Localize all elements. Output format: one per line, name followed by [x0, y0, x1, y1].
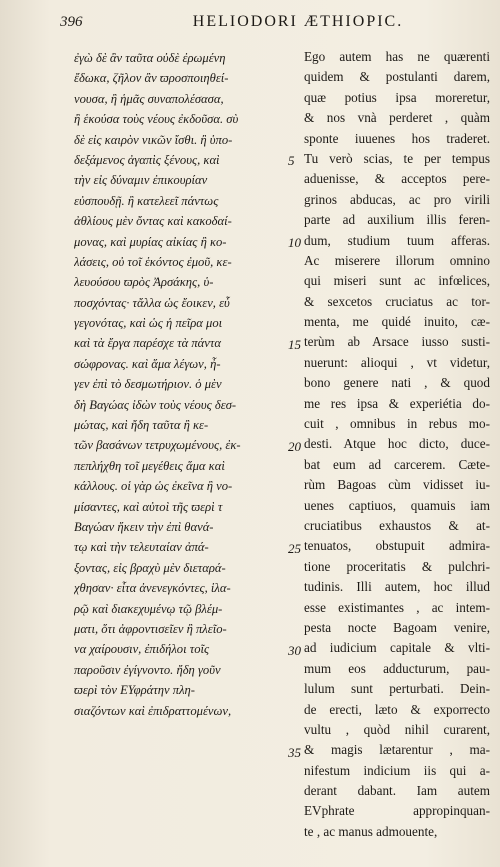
- greek-text-line: να χαίρουσιν, ἐπιδήλοι τοῖς: [74, 642, 210, 657]
- latin-text-line: cruciatibus exhaustos & at-: [304, 517, 490, 533]
- greek-text-line: ἢ ἑκούσα τοὺς νέους ἐκδοῦσα. σὺ: [74, 112, 239, 127]
- greek-text-line: δὲ εἰς καιρὸν νικῶν ἴσθι. ἢ ὑπο-: [74, 132, 233, 147]
- latin-text-line: mum eos adducturum, pau-: [304, 660, 490, 676]
- margin-line-number: 30: [288, 642, 301, 658]
- greek-text-line: ρῷ καὶ διακεχυμένῳ τῷ βλέμ-: [74, 601, 223, 616]
- greek-text-line: λευούσου ϖρὸς Ἀρσάκης, ὑ-: [74, 275, 214, 290]
- latin-text-line: menta, me quidé inuito, cæ-: [304, 314, 490, 330]
- latin-text-line: pesta nocte Bagoam venire,: [304, 619, 490, 635]
- greek-text-line: δεξάμενος ἀγαπὶς ξένους, καὶ: [74, 152, 220, 167]
- greek-text-line: εὐσπουδῇ. ἢ κατελεεῖ πάντως: [74, 193, 219, 208]
- margin-line-number: 25: [288, 540, 301, 556]
- latin-text-line: EVphrate appropinquan-: [304, 803, 490, 819]
- greek-text-line: μίσαντες, καὶ αὐτοὶ τῆς ϖερὶ τ: [74, 499, 223, 514]
- greek-text-line: ἐγὼ δὲ ἂν ταῦτα οὐδὲ ἐρωμένη: [74, 51, 226, 65]
- latin-text-line: de erecti, læto & exporrecto: [304, 701, 490, 717]
- latin-text-line: bat eum ad carcerem. Cæte-: [304, 456, 490, 472]
- greek-text-line: χθησαν· εἶτα ἀνενεγκόντες, ἱλα-: [74, 581, 231, 596]
- greek-text-line: ξοντας, εἰς βραχὺ μὲν διεταρά-: [74, 560, 226, 575]
- latin-text-line: Ego autem has ne quærenti: [304, 49, 490, 64]
- latin-text-line: te , ac manus admouente,: [304, 823, 438, 839]
- greek-text-line: καὶ τὰ ἔργα παρέσχε τὰ πάντα: [74, 336, 221, 351]
- latin-text-line: terùm ab Arsace iusso susti-: [304, 334, 490, 350]
- latin-text-line: & magis lætarentur , ma-: [304, 742, 490, 758]
- latin-text-line: Tu verò scias, te per tempus: [304, 150, 490, 166]
- greek-text-line: μονας, καὶ μυρίας αἰκίας ἢ κο-: [74, 234, 227, 249]
- latin-text-line: esse existimantes , ac intem-: [304, 599, 490, 615]
- greek-text-line: τὴν εἰς δύναμιν ἐπικουρίαν: [74, 173, 208, 188]
- greek-text-line: ἔδωκα, ζῆλον ἂν ϖροσποιηθεί-: [74, 71, 229, 86]
- greek-text-line: ἀθλίους μὲν ὄντας καὶ κακοδαί-: [74, 214, 232, 229]
- latin-text-line: parte ad auxilium illis feren-: [304, 212, 490, 228]
- margin-line-number: 35: [288, 744, 301, 760]
- latin-text-line: me res ipsa & experiétia do-: [304, 395, 490, 411]
- latin-text-line: & nos vnà perderet , quàm: [304, 110, 490, 126]
- latin-text-line: tudinis. Illi autem, hoc illud: [304, 579, 490, 595]
- greek-text-line: ϖερὶ τὸν ΕΥφράτην πλη-: [74, 683, 195, 698]
- greek-text-line: ματι, ὅτι ἀφροντισεῖεν ἢ πλεῖο-: [74, 621, 227, 636]
- greek-text-line: τῳ καὶ τὴν τελευταίαν ἀπά-: [74, 540, 209, 555]
- greek-text-line: Βαγώαν ἥκειν τὴν ἐπὶ θανά-: [74, 519, 214, 534]
- latin-text-line: tenuatos, obstupuit admira-: [304, 538, 490, 554]
- greek-text-line: σώφρονας. καὶ ἅμα λέγων, ἦ-: [74, 356, 221, 371]
- latin-text-line: sponte iuuenes hos traderet.: [304, 130, 490, 146]
- greek-text-line: σιαζόντων καὶ ἐπιδραττομένων,: [74, 703, 232, 718]
- latin-text-line: derant dabant. Iam autem: [304, 783, 490, 799]
- greek-text-line: κάλλους. οἱ γὰρ ὡς ἐκεῖνα ἢ νο-: [74, 479, 233, 494]
- latin-text-line: dum, studium tuum afferas.: [304, 232, 490, 248]
- margin-line-number: 15: [288, 336, 301, 352]
- latin-text-line: grinos abducas, ac pro virili: [304, 191, 490, 207]
- latin-text-line: tione proceritatis & pulchri-: [304, 558, 490, 574]
- latin-text-line: & sexcetos cruciatus ac tor-: [304, 293, 490, 309]
- greek-text-line: τῶν βασάνων τετρυχωμένους, ἐκ-: [74, 438, 241, 453]
- latin-text-line: aduenisse, & acceptos pere-: [304, 171, 490, 187]
- page-header: [60, 12, 496, 34]
- greek-text-line: νουσα, ἢ ἡμᾶς συναπολέσασα,: [74, 91, 224, 106]
- greek-text-line: γεν ἐπὶ τὸ δεσμωτήριον. ὁ μὲν: [74, 377, 222, 392]
- margin-line-number: 5: [288, 153, 295, 168]
- latin-text-line: lulum sunt perturbati. Dein-: [304, 681, 490, 697]
- latin-text-line: cuit , omnibus in rebus mo-: [304, 416, 490, 432]
- latin-text-line: bono genere nati , & quod: [304, 375, 490, 391]
- margin-line-number: 10: [288, 234, 301, 250]
- greek-text-line: μώτας, καὶ ἤδη ταῦτα ἢ κε-: [74, 418, 209, 433]
- running-head: HELIODORI ÆTHIOPIC.: [192, 13, 404, 30]
- latin-text-line: qui miseri sunt ac infœlices,: [304, 273, 490, 289]
- latin-text-line: uenes captiuos, quamuis iam: [304, 497, 490, 513]
- greek-text-line: ποσχόντας· τἄλλα ὡς ἔοικεν, εὖ: [74, 295, 230, 310]
- greek-text-line: πεπλήχθη τοῖ μεγέθεις ἅμα καὶ: [74, 458, 225, 473]
- latin-text-line: desti. Atque hoc dicto, duce-: [304, 436, 490, 452]
- latin-text-line: quidem & postulanti darem,: [304, 69, 490, 85]
- latin-text-line: ad iudicium capitale & vlti-: [304, 640, 490, 656]
- greek-text-column: [74, 48, 292, 721]
- greek-text-line: λάσεις, οὐ τοῖ ἑκόντος ἐμοῦ, κε-: [74, 254, 232, 269]
- latin-text-line: vultu , quòd nihil curarent,: [304, 721, 490, 737]
- page-number: 396: [60, 14, 83, 30]
- latin-text-line: nifestum indicium iis qui a-: [304, 762, 490, 778]
- latin-text-line: rùm Bagoas cùm vidisset iu-: [304, 477, 490, 493]
- greek-text-line: δὴ Βαγώας ἰδὼν τοὺς νέους δεσ-: [74, 397, 237, 412]
- latin-text-line: quæ potius ipsa moreretur,: [304, 89, 490, 105]
- margin-line-number: 20: [288, 438, 301, 454]
- latin-text-column: [304, 47, 490, 842]
- latin-text-line: Ac miserere illorum omnino: [304, 252, 490, 268]
- greek-text-line: γεγονότας, καὶ ὡς ἡ πεῖρα μοι: [74, 316, 223, 331]
- greek-text-line: παροῦσιν ἐγίγνοντο. ἤδη γοῦν: [74, 662, 221, 677]
- latin-text-line: nuerunt: alioqui , vt videtur,: [304, 354, 490, 370]
